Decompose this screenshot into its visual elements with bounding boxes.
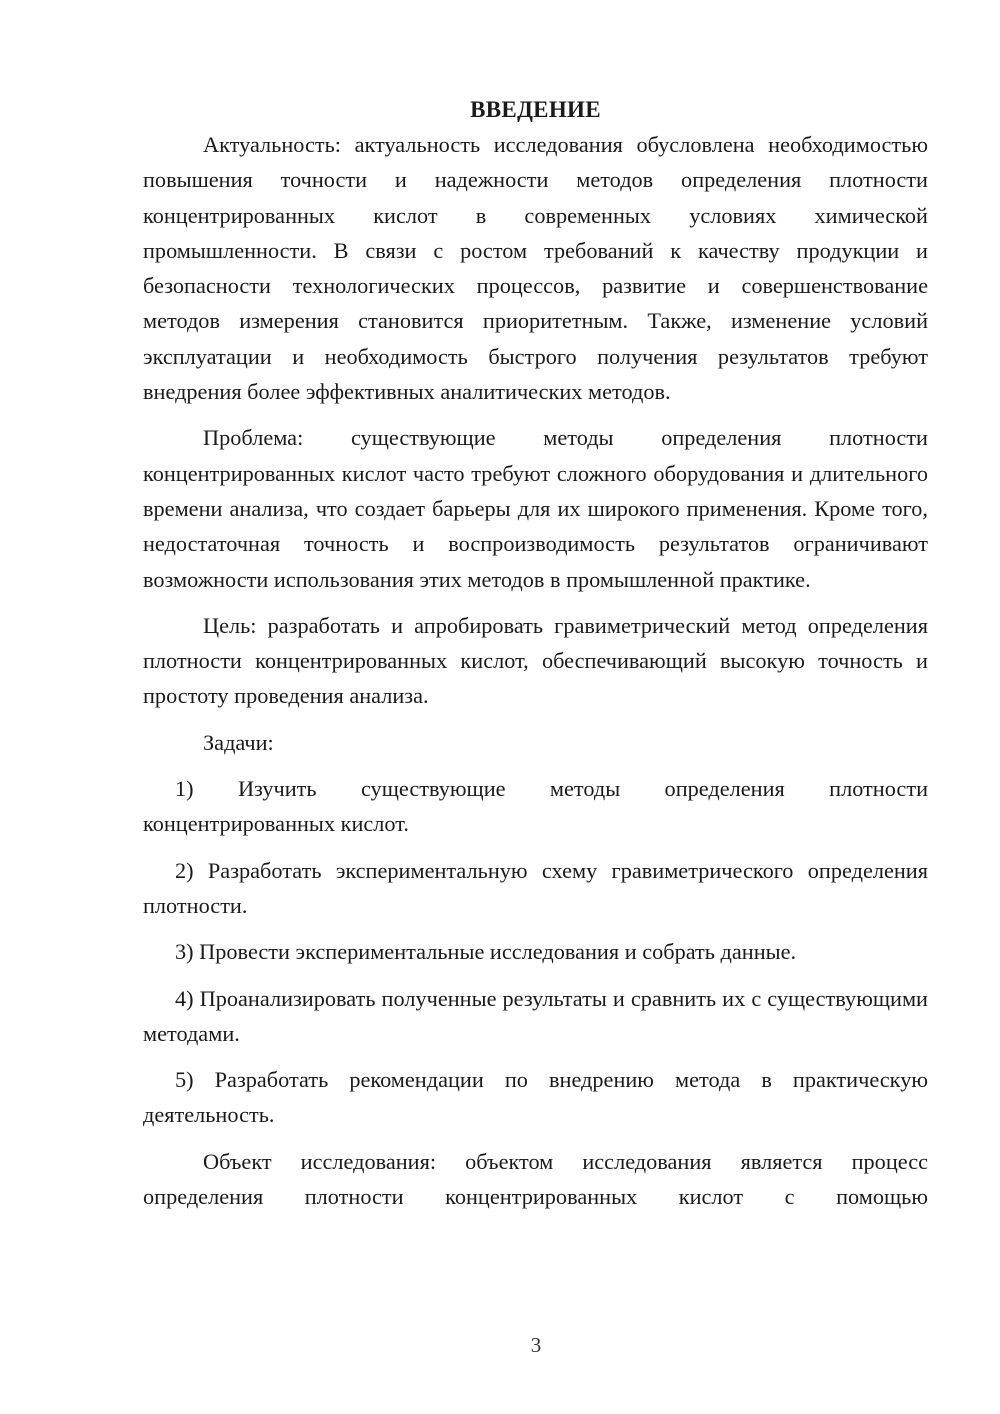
goal-paragraph: Цель: разработать и апробировать гравиметрический метод определения плотности концентрированных кислот, обеспечивающий высокую точность и простоту проведения анализа.: [143, 612, 928, 709]
task-item-1: 1) Изучить существующие методы определения плотности концентрированных кислот.: [143, 776, 928, 837]
section-title: ВВЕДЕНИЕ: [470, 97, 601, 122]
tasks-heading: Задачи:: [203, 729, 274, 755]
relevance-paragraph: Актуальность: актуальность исследования обусловлена необходимостью повышения точности и надежности методов определения плотности концентрированных кислот в современных условиях химической промышленности. В связи с ростом требований к качеству продукции и безопасности технологических процессов, развитие и совершенствование методов измерения становится приоритетным. Также, изменение условий эксплуатации и необходимость быстрого получения результатов требуют внедрения более эффективных аналитических методов.: [143, 132, 928, 405]
task-item-3: 3) Провести экспериментальные исследования и собрать данные.: [175, 939, 797, 965]
problem-paragraph: Проблема: существующие методы определения плотности концентрированных кислот часто требуют сложного оборудования и длительного времени анализа, что создает барьеры для их широкого применения. Кроме того, недостаточная точность и воспроизводимость результатов ограничивают возможности использования этих методов в промышленной практике.: [143, 425, 928, 592]
page-number: 3: [530, 1333, 542, 1357]
task-item-5: 5) Разработать рекомендации по внедрению метода в практическую деятельность.: [143, 1067, 928, 1128]
object-paragraph: Объект исследования: объектом исследования является процесс определения плотности концентрированных кислот с помощью: [143, 1148, 928, 1210]
document-page: [143, 92, 928, 1214]
task-item-2: 2) Разработать экспериментальную схему гравиметрического определения плотности.: [143, 857, 928, 918]
task-item-4: 4) Проанализировать полученные результаты и сравнить их с существующими методами.: [143, 985, 928, 1046]
